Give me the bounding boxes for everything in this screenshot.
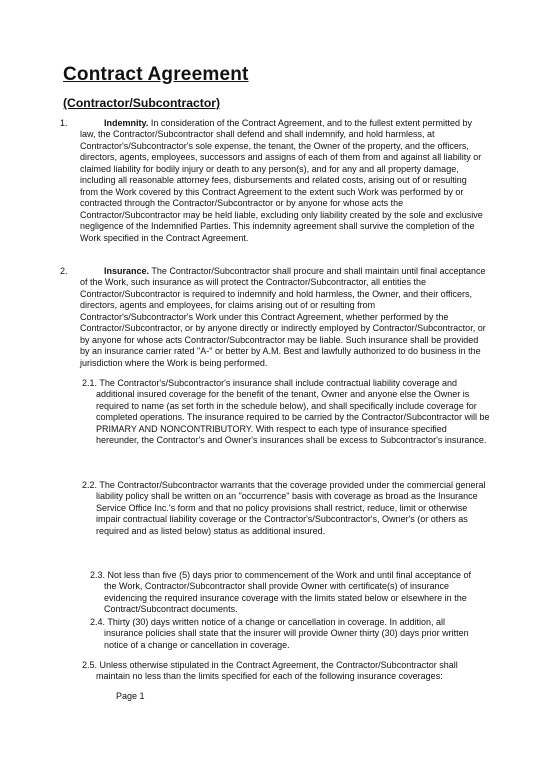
subsection-text: 2.5. Unless otherwise stipulated in the Contract Agreement, the Contractor/Subcontractor shall maintain no less than the limits specified for each of the following insurance coverages: (82, 660, 458, 682)
subsection-2-5 (82, 660, 492, 683)
subsection-2-3 (90, 570, 482, 616)
subsection-number: 2.2. (82, 480, 98, 490)
section-indemnity (60, 118, 487, 244)
section-text (80, 266, 487, 369)
document-subtitle: (Contractor/Subcontractor) (63, 96, 221, 110)
subsection-text: 2.4. Thirty (30) days written notice of a change or cancellation in coverage. In addition, all insurance policies shall state that the insurer will provide Owner thirty (30) days prior written notice of a change or cancellation in coverage. (90, 617, 469, 650)
subsection-2-4 (90, 617, 482, 651)
section-text (80, 118, 487, 244)
section-body: In consideration of the Contract Agreement, and to the fullest extent permitted by law, the Contractor/Subcontractor shall defend and shall indemnify, and hold harmless, at Contractor's/Subcontractor's sole expense, the tenant, the Owner of the property, and the officers, directors, agents, employees, successors and assigns of each of them from and against all liability or claimed liability for bodily injury or death to any person(s), and for any and all property damage, including all reasonable attorney fees, disbursements and related costs, arising out of or resulting from the Work covered by this Contract Agreement to the extent such Work was performed by or contracted through the Contractor/Subcontractor or by anyone for whose acts the Contractor/Subcontractor may be held liable, excluding only liability created by the sole and exclusive negligence of the Indemnified Parties. This indemnity agreement shall survive the completion of the Work specified in the Contract Agreement. (80, 118, 483, 243)
section-heading: Indemnity. (104, 118, 149, 128)
subsection-number: 2.3. (90, 570, 106, 580)
section-number: 1. (60, 118, 68, 128)
section-heading: Insurance. (104, 266, 150, 276)
subsection-text: 2.2. The Contractor/Subcontractor warrants that the coverage provided under the commercial general liability policy shall be written on an "occurrence" basis with coverage as broad as the Insurance Service Office Inc.'s form and that no policy provisions shall restrict, reduce, limit or otherwise impair contractual liability coverage or the Contractor's/Subcontractor's, Owner's (or others as required and as listed below) status as additional insured. (82, 480, 486, 536)
subsection-number: 2.4. (90, 617, 106, 627)
section-number: 2. (60, 266, 68, 276)
section-insurance (60, 266, 487, 369)
subsection-2-1 (82, 378, 490, 447)
section-body: The Contractor/Subcontractor shall procure and shall maintain until final acceptance of the Work, such insurance as will protect the Contractor/Subcontractor, all entities the Contractor/Subcontractor is required to indemnify and hold harmless, the Owner, and their officers, directors, agents and employees, for claims arising out of or resulting from Contractor's/Subcontractor's Work under this Contract Agreement, whether performed by the Contractor/Subcontractor, or by anyone directly or indirectly employed by Contractor/Subcontractor, or by anyone for whose acts Contractor/Subcontractor may be liable. Such insurance shall be provided by an insurance carrier rated "A-" or better by A.M. Best and lawfully authorized to do business in the jurisdiction where the Work is being performed. (80, 266, 486, 368)
subsection-2-2 (82, 480, 490, 537)
subsection-number: 2.5. (82, 660, 98, 670)
subsection-number: 2.1. (82, 378, 98, 388)
document-title: Contract Agreement (63, 64, 249, 85)
subsection-text: 2.1. The Contractor's/Subcontractor's insurance shall include contractual liability coverage and additional insured coverage for the benefit of the tenant, Owner and anyone else the Owner is required to name (as set forth in the schedule below), and shall specifically include coverage for completed operations. The insurance required to be carried by the Contractor/Subcontractor will be PRIMARY AND NONCONTRIBUTORY. With respect to each type of insurance specified hereunder, the Contractor's and Owner's insurances shall be excess to Subcontractor's insurance. (82, 378, 490, 446)
page-number: Page 1 (116, 691, 145, 701)
subsection-text: 2.3. Not less than five (5) days prior to commencement of the Work and until final acceptance of the Work, Contractor/Subcontractor shall provide Owner with certificate(s) of insurance evidencing the required insurance coverage with the limits stated below or elsewhere in the Contract/Subcontract documents. (90, 570, 472, 615)
